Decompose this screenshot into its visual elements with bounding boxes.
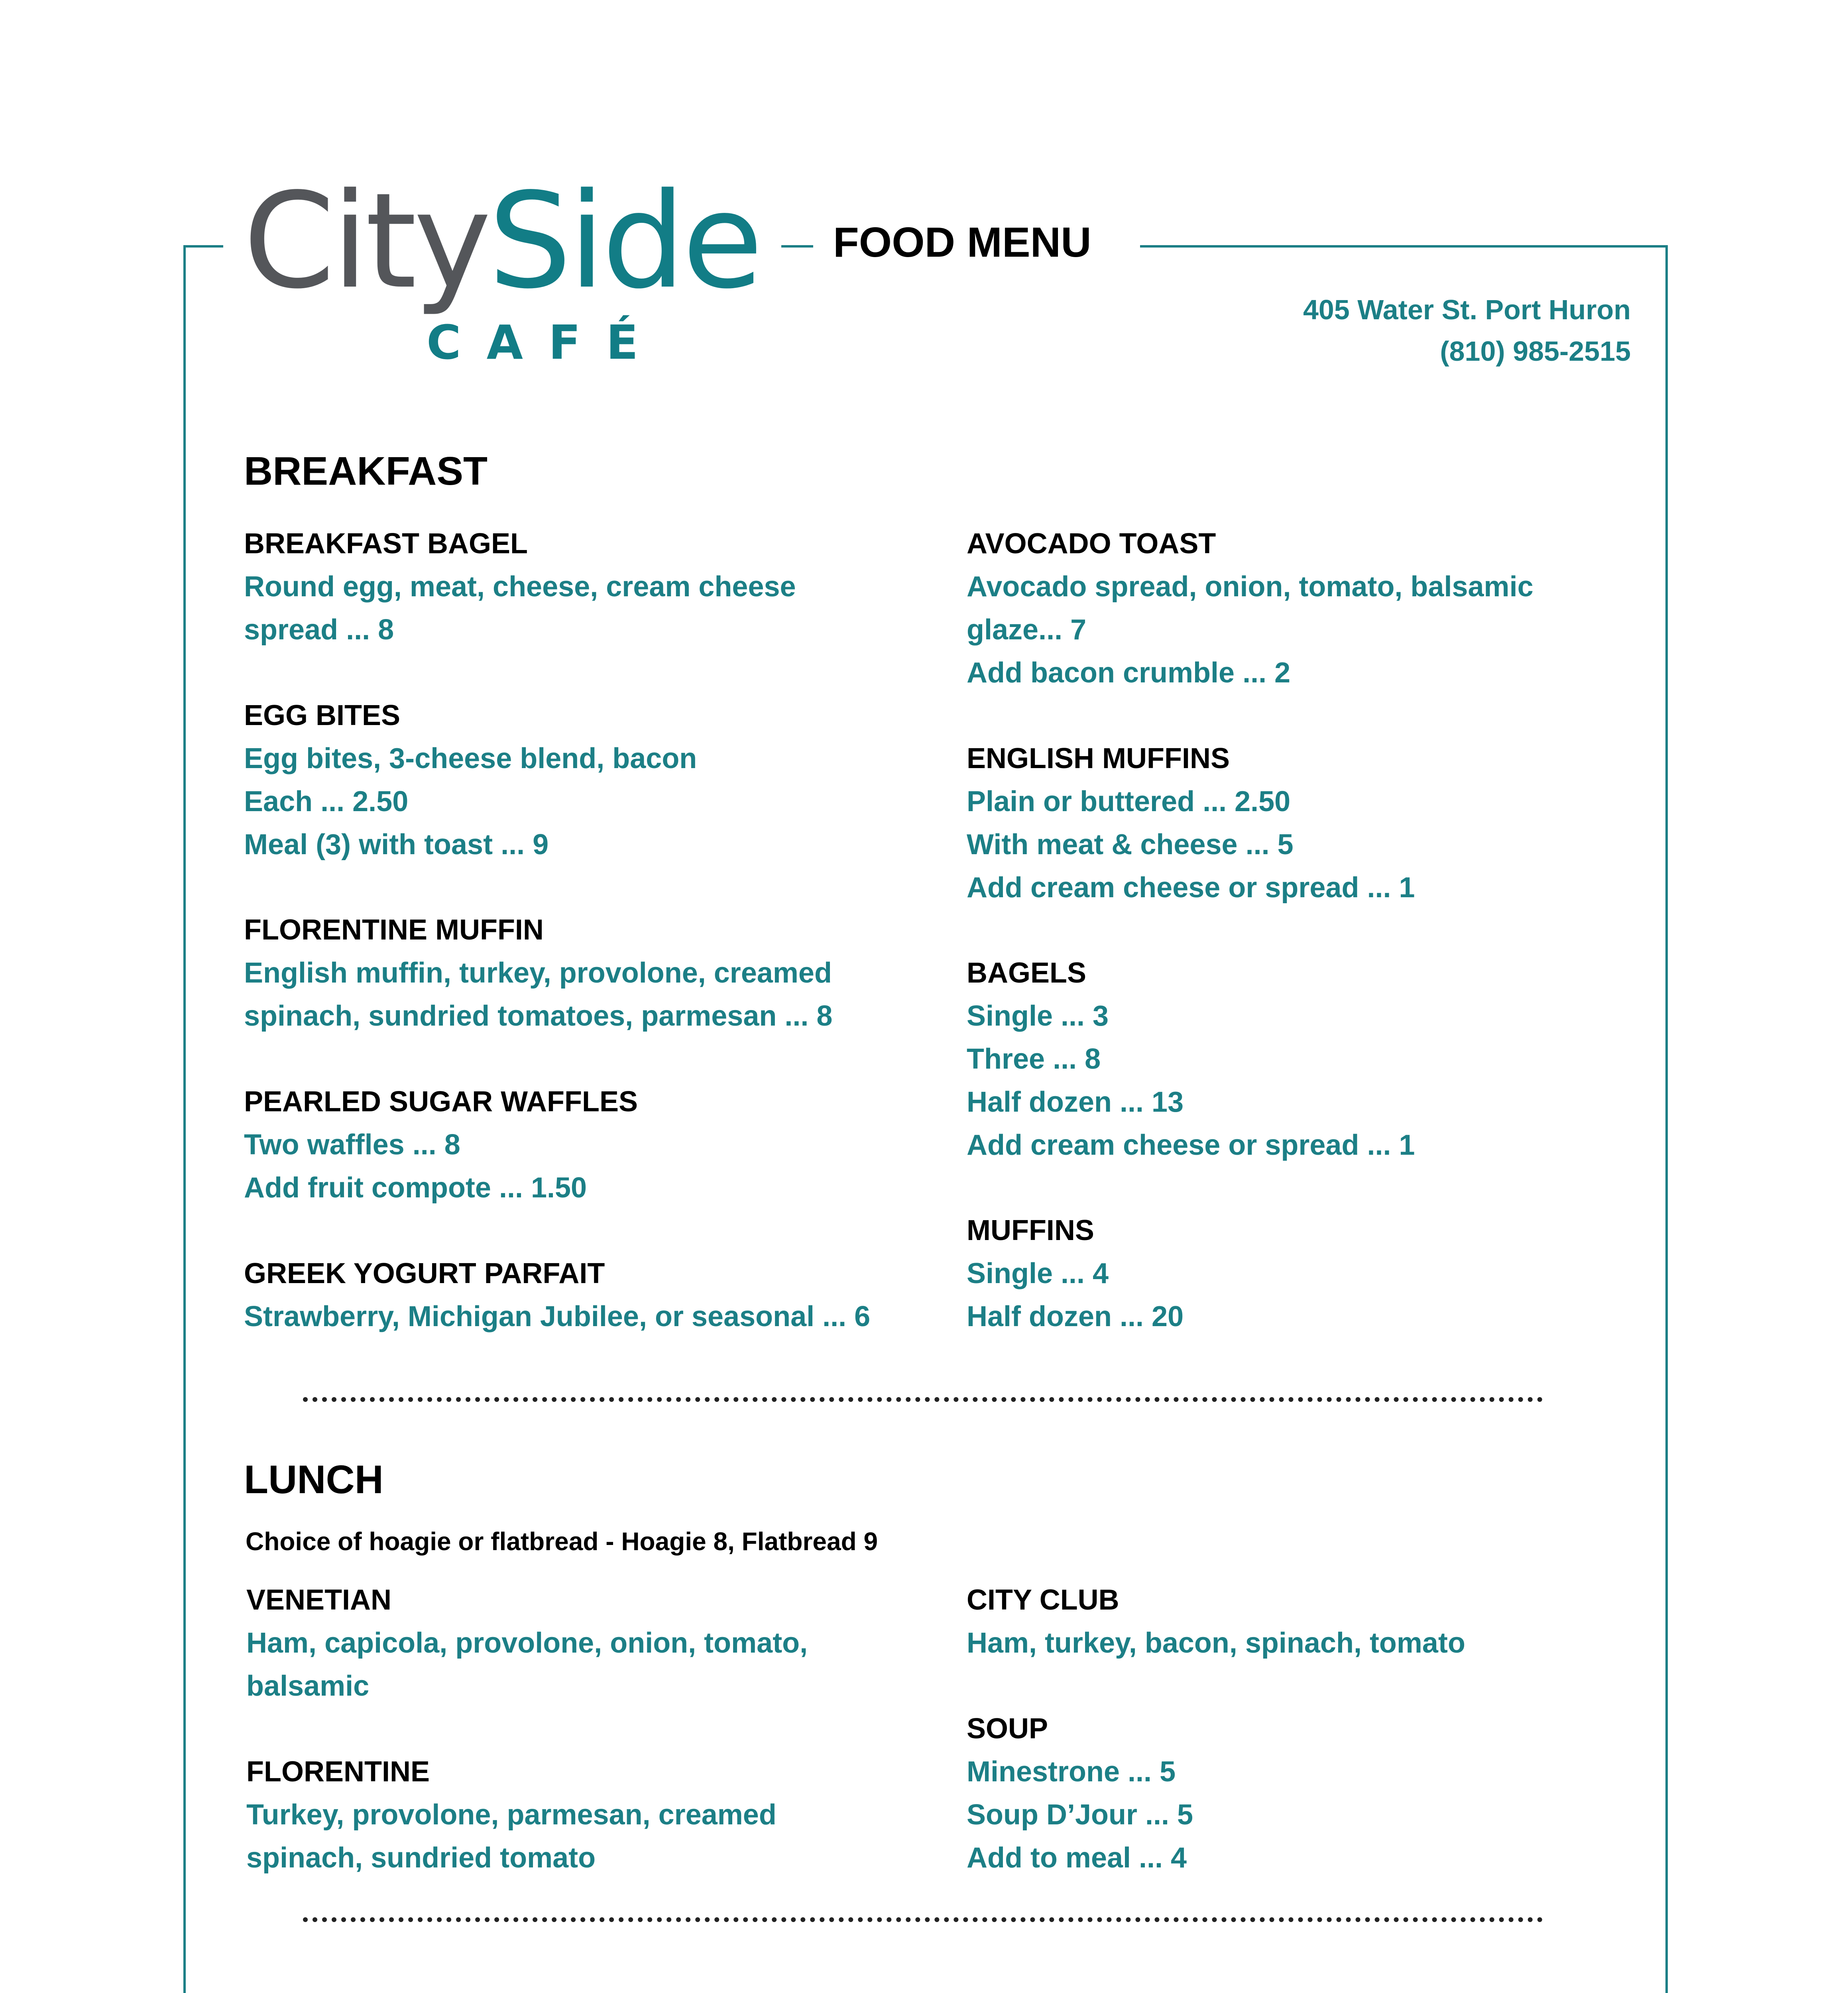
menu-item-venetian: [246, 1578, 948, 1708]
lunch-note: Choice of hoagie or flatbread - Hoagie 8, Flatbread 9: [246, 1527, 878, 1556]
item-line: glaze... 7: [967, 614, 1087, 646]
item-line: spinach, sundried tomatoes, parmesan ... 8: [244, 1000, 833, 1032]
item-line: Three ... 8: [967, 1043, 1101, 1075]
item-name: FLORENTINE MUFFIN: [244, 914, 544, 946]
item-name: FLORENTINE: [246, 1756, 430, 1788]
item-name: MUFFINS: [967, 1215, 1094, 1246]
item-line: Half dozen ... 20: [967, 1301, 1184, 1333]
item-name: ENGLISH MUFFINS: [967, 743, 1230, 774]
item-line: With meat & cheese ... 5: [967, 829, 1294, 861]
item-line: balsamic: [246, 1670, 370, 1702]
item-line: Two waffles ... 8: [244, 1129, 460, 1161]
cityside-logo: [243, 165, 813, 375]
divider-dotted: [303, 1397, 1543, 1402]
menu-item-greek-yogurt-parfait: [244, 1252, 946, 1338]
logo-side-text: Side: [488, 165, 760, 318]
item-name: SOUP: [967, 1713, 1048, 1745]
item-line: Single ... 3: [967, 1000, 1109, 1032]
breakfast-heading: BREAKFAST: [244, 449, 488, 493]
menu-item-breakfast-bagel: [244, 522, 946, 651]
menu-item-english-muffins: [967, 737, 1668, 909]
item-line: Minestrone ... 5: [967, 1756, 1176, 1788]
item-name: BREAKFAST BAGEL: [244, 528, 528, 560]
item-line: Each ... 2.50: [244, 786, 409, 818]
phone-text: (810) 985-2515: [1440, 336, 1631, 367]
item-line: Half dozen ... 13: [967, 1086, 1184, 1118]
address-text: 405 Water St. Port Huron: [1303, 294, 1631, 325]
logo-city-text: City: [243, 165, 488, 318]
item-line: Egg bites, 3-cheese blend, bacon: [244, 743, 697, 774]
item-line: Strawberry, Michigan Jubilee, or seasonal ... 6: [244, 1301, 871, 1333]
item-name: CITY CLUB: [967, 1584, 1119, 1616]
item-line: Ham, capicola, provolone, onion, tomato,: [246, 1627, 808, 1659]
contact-info: [1303, 289, 1631, 372]
page-title: FOOD MENU: [833, 219, 1091, 266]
menu-item-muffins: [967, 1209, 1668, 1338]
menu-item-bagels: [967, 951, 1668, 1167]
lunch-heading: LUNCH: [244, 1457, 383, 1502]
item-line: Add cream cheese or spread ... 1: [967, 1129, 1415, 1161]
item-line: Add cream cheese or spread ... 1: [967, 872, 1415, 904]
item-line: Meal (3) with toast ... 9: [244, 829, 549, 861]
item-name: VENETIAN: [246, 1584, 392, 1616]
item-line: Add fruit compote ... 1.50: [244, 1172, 587, 1204]
item-name: BAGELS: [967, 957, 1087, 989]
item-line: Round egg, meat, cheese, cream cheese: [244, 571, 796, 603]
menu-item-avocado-toast: [967, 522, 1668, 694]
divider-dotted: [303, 1917, 1543, 1922]
menu-item-soup: [967, 1707, 1668, 1879]
item-line: Turkey, provolone, parmesan, creamed: [246, 1799, 777, 1831]
item-line: Add to meal ... 4: [967, 1842, 1187, 1874]
item-line: English muffin, turkey, provolone, creamed: [244, 957, 832, 989]
item-line: Plain or buttered ... 2.50: [967, 786, 1291, 818]
menu-item-city-club: [967, 1578, 1668, 1665]
item-line: Avocado spread, onion, tomato, balsamic: [967, 571, 1533, 603]
item-line: spinach, sundried tomato: [246, 1842, 596, 1874]
menu-item-egg-bites: [244, 694, 946, 866]
item-name: AVOCADO TOAST: [967, 528, 1216, 560]
menu-item-florentine-muffin: [244, 908, 946, 1038]
item-line: Add bacon crumble ... 2: [967, 657, 1291, 689]
item-line: Soup D’Jour ... 5: [967, 1799, 1193, 1831]
logo-cafe-text: CAFÉ: [427, 315, 664, 370]
item-name: PEARLED SUGAR WAFFLES: [244, 1086, 638, 1118]
item-line: Single ... 4: [967, 1258, 1109, 1289]
item-line: Ham, turkey, bacon, spinach, tomato: [967, 1627, 1465, 1659]
menu-item-pearled-sugar-waffles: [244, 1080, 946, 1209]
menu-item-florentine: [246, 1750, 948, 1879]
item-name: EGG BITES: [244, 700, 401, 731]
item-name: GREEK YOGURT PARFAIT: [244, 1258, 605, 1289]
item-line: spread ... 8: [244, 614, 394, 646]
